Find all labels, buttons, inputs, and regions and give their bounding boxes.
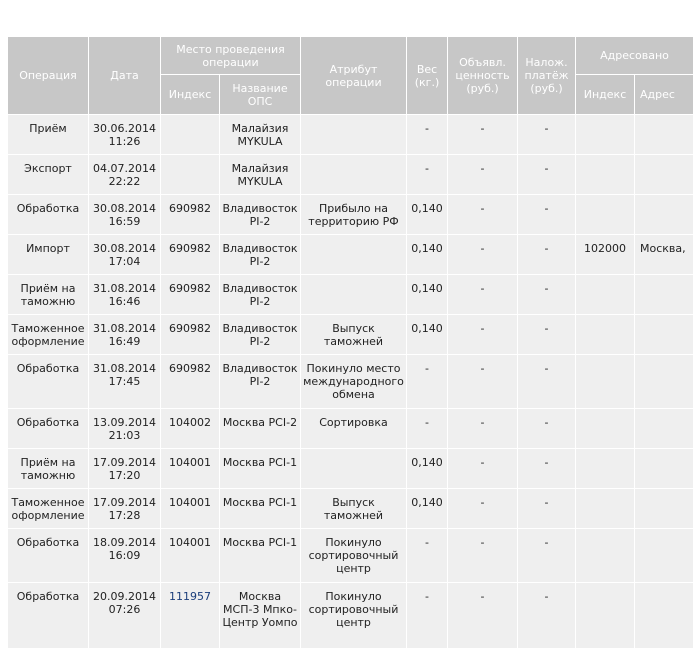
cell-attribute <box>301 449 407 489</box>
cell-addr-address <box>635 583 694 649</box>
cell-attribute: Покинуло сортировочный центр <box>301 583 407 649</box>
cell-date: 13.09.2014 21:03 <box>89 409 161 449</box>
cell-ops-name: Москва PCI-2 <box>220 409 301 449</box>
cell-declared-value: - <box>448 583 518 649</box>
cell-addr-address <box>635 155 694 195</box>
cell-index-link[interactable]: 111957 <box>161 583 220 649</box>
cell-index: 104001 <box>161 489 220 529</box>
cell-addr-index <box>576 489 635 529</box>
cell-addr-index <box>576 409 635 449</box>
header-cod: Налож. платёж (руб.) <box>518 37 576 115</box>
table-row <box>8 155 694 195</box>
cell-index: 104001 <box>161 449 220 489</box>
cell-addr-address: Москва, <box>635 235 694 275</box>
cell-operation: Приём на таможню <box>8 449 89 489</box>
cell-index: 690982 <box>161 315 220 355</box>
cell-weight: - <box>407 409 448 449</box>
cell-date: 18.09.2014 16:09 <box>89 529 161 583</box>
cell-ops-name: Владивосток PI-2 <box>220 355 301 409</box>
header-weight: Вес (кг.) <box>407 37 448 115</box>
header-date: Дата <box>89 37 161 115</box>
cell-operation: Обработка <box>8 409 89 449</box>
cell-declared-value: - <box>448 409 518 449</box>
cell-cod: - <box>518 355 576 409</box>
cell-date: 31.08.2014 16:49 <box>89 315 161 355</box>
cell-date: 17.09.2014 17:28 <box>89 489 161 529</box>
cell-operation: Экспорт <box>8 155 89 195</box>
cell-cod: - <box>518 275 576 315</box>
cell-weight: - <box>407 355 448 409</box>
header-declared-value: Объявл. ценность (руб.) <box>448 37 518 115</box>
cell-addr-index <box>576 275 635 315</box>
cell-weight: 0,140 <box>407 315 448 355</box>
cell-addr-index <box>576 529 635 583</box>
cell-weight: - <box>407 155 448 195</box>
cell-cod: - <box>518 195 576 235</box>
cell-declared-value: - <box>448 529 518 583</box>
table-row <box>8 355 694 409</box>
cell-declared-value: - <box>448 489 518 529</box>
cell-cod: - <box>518 489 576 529</box>
cell-ops-name: Москва PCI-1 <box>220 449 301 489</box>
cell-ops-name: Владивосток PI-2 <box>220 235 301 275</box>
cell-ops-name: Малайзия MYKULA <box>220 155 301 195</box>
cell-declared-value: - <box>448 235 518 275</box>
cell-date: 20.09.2014 07:26 <box>89 583 161 649</box>
cell-date: 30.08.2014 17:04 <box>89 235 161 275</box>
cell-cod: - <box>518 449 576 489</box>
cell-declared-value: - <box>448 115 518 155</box>
cell-operation: Обработка <box>8 195 89 235</box>
header-addressed: Адресовано <box>576 37 694 75</box>
cell-weight: - <box>407 115 448 155</box>
cell-addr-index <box>576 355 635 409</box>
cell-ops-name: Владивосток PI-2 <box>220 315 301 355</box>
cell-ops-name: Малайзия MYKULA <box>220 115 301 155</box>
cell-addr-index <box>576 449 635 489</box>
table-body <box>8 115 694 649</box>
header-place: Место проведения операции <box>161 37 301 75</box>
cell-attribute: Покинуло сортировочный центр <box>301 529 407 583</box>
header-addr-address: Адрес <box>635 75 694 115</box>
cell-ops-name: Владивосток PI-2 <box>220 275 301 315</box>
cell-addr-index <box>576 315 635 355</box>
cell-index: 690982 <box>161 355 220 409</box>
cell-attribute: Выпуск таможней <box>301 315 407 355</box>
cell-cod: - <box>518 315 576 355</box>
cell-index: 690982 <box>161 235 220 275</box>
cell-attribute: Выпуск таможней <box>301 489 407 529</box>
table-header <box>8 37 694 115</box>
cell-cod: - <box>518 409 576 449</box>
cell-addr-index <box>576 115 635 155</box>
cell-index: 690982 <box>161 195 220 235</box>
cell-operation: Обработка <box>8 583 89 649</box>
cell-cod: - <box>518 529 576 583</box>
table-row <box>8 195 694 235</box>
cell-index: 690982 <box>161 275 220 315</box>
table-row <box>8 489 694 529</box>
cell-ops-name: Владивосток PI-2 <box>220 195 301 235</box>
cell-cod: - <box>518 115 576 155</box>
table-row <box>8 529 694 583</box>
header-attribute: Атрибут операции <box>301 37 407 115</box>
cell-cod: - <box>518 155 576 195</box>
table-row <box>8 315 694 355</box>
cell-operation: Приём <box>8 115 89 155</box>
header-ops-name: Название ОПС <box>220 75 301 115</box>
cell-addr-address <box>635 529 694 583</box>
cell-weight: 0,140 <box>407 489 448 529</box>
tracking-table <box>7 36 694 649</box>
header-addr-index: Индекс <box>576 75 635 115</box>
cell-addr-address <box>635 115 694 155</box>
cell-weight: 0,140 <box>407 235 448 275</box>
cell-attribute <box>301 275 407 315</box>
cell-date: 04.07.2014 22:22 <box>89 155 161 195</box>
cell-operation: Обработка <box>8 529 89 583</box>
cell-index <box>161 155 220 195</box>
cell-declared-value: - <box>448 155 518 195</box>
cell-operation: Приём на таможню <box>8 275 89 315</box>
cell-addr-index <box>576 195 635 235</box>
cell-addr-index: 102000 <box>576 235 635 275</box>
cell-declared-value: - <box>448 449 518 489</box>
cell-cod: - <box>518 583 576 649</box>
cell-operation: Импорт <box>8 235 89 275</box>
cell-declared-value: - <box>448 195 518 235</box>
cell-attribute: Прибыло на территорию РФ <box>301 195 407 235</box>
cell-index: 104001 <box>161 529 220 583</box>
cell-cod: - <box>518 235 576 275</box>
cell-operation: Таможенное оформление <box>8 489 89 529</box>
cell-addr-index <box>576 155 635 195</box>
table-row <box>8 235 694 275</box>
table-row <box>8 583 694 649</box>
cell-weight: 0,140 <box>407 275 448 315</box>
cell-index: 104002 <box>161 409 220 449</box>
cell-addr-address <box>635 275 694 315</box>
cell-attribute <box>301 155 407 195</box>
cell-ops-name: Москва PCI-1 <box>220 529 301 583</box>
cell-date: 30.06.2014 11:26 <box>89 115 161 155</box>
cell-attribute <box>301 115 407 155</box>
cell-declared-value: - <box>448 275 518 315</box>
cell-addr-address <box>635 489 694 529</box>
table-row <box>8 409 694 449</box>
cell-addr-address <box>635 195 694 235</box>
cell-date: 31.08.2014 17:45 <box>89 355 161 409</box>
cell-attribute: Сортировка <box>301 409 407 449</box>
cell-date: 31.08.2014 16:46 <box>89 275 161 315</box>
cell-declared-value: - <box>448 315 518 355</box>
cell-attribute <box>301 235 407 275</box>
cell-operation: Обработка <box>8 355 89 409</box>
cell-addr-address <box>635 409 694 449</box>
header-index: Индекс <box>161 75 220 115</box>
cell-weight: - <box>407 529 448 583</box>
cell-weight: 0,140 <box>407 449 448 489</box>
table-row <box>8 275 694 315</box>
cell-ops-name: Москва PCI-1 <box>220 489 301 529</box>
cell-weight: 0,140 <box>407 195 448 235</box>
cell-index <box>161 115 220 155</box>
cell-date: 17.09.2014 17:20 <box>89 449 161 489</box>
table-row <box>8 115 694 155</box>
cell-addr-address <box>635 315 694 355</box>
cell-addr-address <box>635 449 694 489</box>
cell-addr-address <box>635 355 694 409</box>
cell-attribute: Покинуло место международного обмена <box>301 355 407 409</box>
cell-addr-index <box>576 583 635 649</box>
header-operation: Операция <box>8 37 89 115</box>
cell-operation: Таможенное оформление <box>8 315 89 355</box>
cell-date: 30.08.2014 16:59 <box>89 195 161 235</box>
cell-declared-value: - <box>448 355 518 409</box>
cell-ops-name: Москва МСП-3 Мпко-Центр Уомпо <box>220 583 301 649</box>
cell-weight: - <box>407 583 448 649</box>
table-row <box>8 449 694 489</box>
